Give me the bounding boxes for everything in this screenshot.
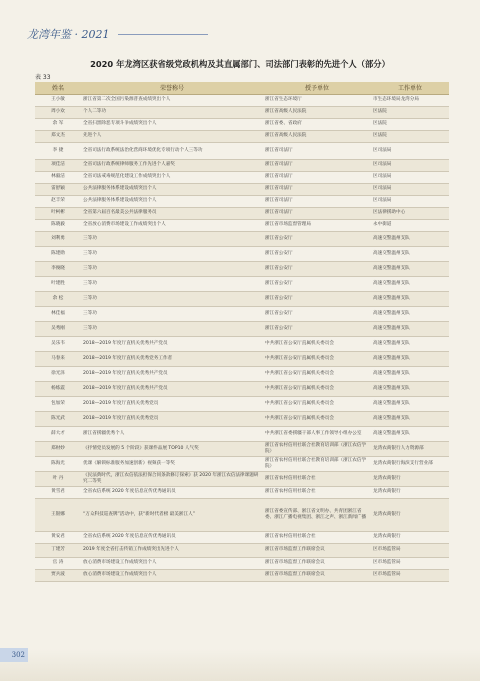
table-body [35, 94, 449, 581]
cell-honor: 放心消费市场建设工作成绩突出个人 [81, 569, 263, 581]
cell-workplace: 区法院 [371, 130, 449, 142]
cell-name: 刘利勇 [35, 231, 81, 246]
table-number: 表 33 [35, 74, 51, 81]
cell-name: 林佳福 [35, 306, 81, 321]
table-row [35, 246, 449, 261]
cell-name: 陈光武 [35, 411, 81, 426]
cell-name: 周小欢 [35, 106, 81, 118]
cell-workplace: 市生态环境局龙湾分局 [371, 94, 449, 106]
cell-issuer: 中共浙江省公安厅直属机关委员会 [263, 381, 371, 396]
cell-workplace: 高速交警温州支队 [371, 336, 449, 351]
cell-honor: 三等功 [81, 261, 263, 276]
column-header-issuer: 授予单位 [263, 82, 371, 94]
page-number: 302 [0, 648, 28, 662]
cell-workplace: 龙湾农商银行海滨支行营业部 [371, 456, 449, 471]
table-row [35, 411, 449, 426]
cell-honor: 三等功 [81, 276, 263, 291]
table-row [35, 471, 449, 486]
cell-issuer: 中共浙江省公安厅直属机关委员会 [263, 396, 371, 411]
cell-workplace: 高速交警温州支队 [371, 246, 449, 261]
cell-name: 黄安君 [35, 531, 81, 543]
cell-honor: 个人二等功 [81, 106, 263, 118]
cell-name: 马春来 [35, 351, 81, 366]
cell-workplace: 高速交警温州支队 [371, 381, 449, 396]
cell-workplace: 高速交警温州支队 [371, 351, 449, 366]
yearbook-header: 龙湾年鉴 · 2021 [27, 28, 110, 41]
table-row [35, 381, 449, 396]
cell-honor: 《民法典时代，浙江农信依法担保合同条款修订探索》获 2020 年浙江农信法律课题研究二等奖 [81, 471, 263, 486]
cell-workplace: 龙湾农商银行人力资源部 [371, 441, 449, 456]
cell-workplace: 永中街道 [371, 219, 449, 231]
cell-name: 吴秀刚 [35, 321, 81, 336]
table-row [35, 336, 449, 351]
cell-issuer: 浙江省农村信用社联合社教育培训部（浙江农信学院） [263, 441, 371, 456]
cell-name: 黄雪君 [35, 486, 81, 498]
cell-workplace: 区市场监管局 [371, 557, 449, 569]
cell-workplace: 高速交警温州支队 [371, 276, 449, 291]
cell-name: 徐光泽 [35, 366, 81, 381]
cell-honor: 《抒情党员发展的 5 个阶段》获课件品展 TOP10 人气奖 [81, 441, 263, 456]
cell-issuer: 浙江省农村信用社联合社 [263, 471, 371, 486]
cell-name: 余 松 [35, 291, 81, 306]
cell-name: 项佳洁 [35, 159, 81, 171]
cell-honor: 三等功 [81, 231, 263, 246]
cell-workplace: 区司法局 [371, 171, 449, 183]
cell-honor: 2018—2019 年度厅直机关优秀共产党员 [81, 336, 263, 351]
cell-issuer: 浙江省公安厅 [263, 261, 371, 276]
cell-name: 薛大才 [35, 426, 81, 441]
cell-issuer: 浙江省公安厅 [263, 246, 371, 261]
cell-workplace: 高速交警温州支队 [371, 426, 449, 441]
cell-issuer: 浙江省司法厅 [263, 142, 371, 159]
cell-issuer: 浙江省市场监督工作联席会议 [263, 569, 371, 581]
cell-name: 林毅洁 [35, 171, 81, 183]
column-header-workplace: 工作单位 [371, 82, 449, 94]
cell-issuer: 浙江省司法厅 [263, 195, 371, 207]
cell-workplace: 高速交警温州支队 [371, 306, 449, 321]
cell-honor: 全省司法行政系统法治化营商环境优化专项行动个人三等功 [81, 142, 263, 159]
cell-honor: 全省放心消费市场建设工作成绩突出个人 [81, 219, 263, 231]
cell-issuer: 浙江省司法厅 [263, 171, 371, 183]
table-row [35, 306, 449, 321]
table-row [35, 291, 449, 306]
table-row [35, 195, 449, 207]
cell-issuer: 浙江省委、省政府 [263, 118, 371, 130]
table-row [35, 543, 449, 557]
table-row [35, 207, 449, 219]
table-row [35, 498, 449, 531]
cell-honor: 全省农信系统 2020 年度信息宣传优秀通讯员 [81, 486, 263, 498]
cell-workplace: 高速交警温州支队 [371, 366, 449, 381]
cell-name: 陈建勋 [35, 246, 81, 261]
cell-workplace: 区法院 [371, 118, 449, 130]
cell-workplace: 高速交警温州支队 [371, 291, 449, 306]
cell-name: 陈晓毅 [35, 219, 81, 231]
table-title: 2020 年龙湾区获省级党政机构及其直属部门、司法部门表彰的先进个人（部分） [90, 59, 390, 69]
cell-issuer: 中共浙江省公安厅直属机关委员会 [263, 351, 371, 366]
honors-table [35, 82, 449, 582]
cell-name: 叶 丹 [35, 471, 81, 486]
cell-workplace: 区司法局 [371, 183, 449, 195]
table-row [35, 557, 449, 569]
table-row [35, 118, 449, 130]
cell-name: 王小敏 [35, 94, 81, 106]
cell-honor: 浙江省第二次全国污染源普查成绩突出个人 [81, 94, 263, 106]
table-row [35, 276, 449, 291]
cell-name: 叶柯彬 [35, 207, 81, 219]
cell-honor: 全省司法行政系统律师服务工作先进个人嘉奖 [81, 159, 263, 171]
header-rule [118, 34, 208, 35]
cell-honor: 三等功 [81, 291, 263, 306]
table-row [35, 106, 449, 118]
cell-name: 余 军 [35, 118, 81, 130]
cell-issuer: 浙江省市场监督工作联席会议 [263, 557, 371, 569]
table-row [35, 94, 449, 106]
cell-workplace: 高速交警温州支队 [371, 396, 449, 411]
cell-honor: 三等功 [81, 321, 263, 336]
table-row [35, 486, 449, 498]
cell-workplace: 区司法局 [371, 195, 449, 207]
cell-workplace: 高速交警温州支队 [371, 231, 449, 246]
cell-honor: 先进个人 [81, 130, 263, 142]
footer-band [0, 649, 480, 681]
cell-honor: 优课《解锁标准服务加速创新》视频获一等奖 [81, 456, 263, 471]
cell-honor: 公共法律服务体系建设成绩突出个人 [81, 183, 263, 195]
cell-issuer: 浙江省市场监督工作联席会议 [263, 543, 371, 557]
cell-honor: 放心消费市场建设工作成绩突出个人 [81, 557, 263, 569]
cell-honor: 全省司法戒毒规范化建设工作成绩突出个人 [81, 171, 263, 183]
table-row [35, 171, 449, 183]
cell-honor: “万众科技巡查牌”活动中，获“新时代者榜 最美浙江人” [81, 498, 263, 531]
table-row [35, 321, 449, 336]
table-row [35, 426, 449, 441]
cell-issuer: 浙江省委宣传部、浙江省文明办、共青团浙江省委、浙江广播电视集团、浙江之声、浙江新闻广播 [263, 498, 371, 531]
cell-workplace: 龙湾农商银行 [371, 531, 449, 543]
cell-name: 贾兵波 [35, 569, 81, 581]
cell-name: 包加荣 [35, 396, 81, 411]
cell-workplace: 高速交警温州支队 [371, 261, 449, 276]
column-header-name: 姓名 [35, 82, 81, 94]
cell-name: 叶建胜 [35, 276, 81, 291]
cell-issuer: 浙江省司法厅 [263, 159, 371, 171]
cell-issuer: 浙江省农村信用社联合社 [263, 531, 371, 543]
cell-workplace: 高速交警温州支队 [371, 321, 449, 336]
cell-honor: 三等功 [81, 306, 263, 321]
cell-issuer: 浙江省农村信用社联合社教育培训部（浙江农信学院） [263, 456, 371, 471]
cell-honor: 2018—2019 年度厅直机关优秀共产党员 [81, 366, 263, 381]
table-row [35, 569, 449, 581]
cell-honor: 2018—2019 年度厅直机关优秀共产党员 [81, 381, 263, 396]
cell-honor: 全省第六届百名最美公共法律服务员 [81, 207, 263, 219]
table-row [35, 159, 449, 171]
cell-workplace: 区市场监管局 [371, 569, 449, 581]
table-row [35, 441, 449, 456]
cell-issuer: 浙江省生态环境厅 [263, 94, 371, 106]
cell-name: 赵丰荣 [35, 195, 81, 207]
cell-issuer: 浙江省农村信用社联合社 [263, 486, 371, 498]
cell-issuer: 中共浙江省公安厅直属机关委员会 [263, 336, 371, 351]
cell-issuer: 浙江省高级人民法院 [263, 130, 371, 142]
cell-issuer: 中共浙江省公安厅直属机关委员会 [263, 366, 371, 381]
cell-issuer: 浙江省公安厅 [263, 306, 371, 321]
cell-workplace: 龙湾农商银行 [371, 471, 449, 486]
cell-name: 官 涛 [35, 557, 81, 569]
cell-name: 李 捷 [35, 142, 81, 159]
cell-name: 吴乐韦 [35, 336, 81, 351]
cell-workplace: 高速交警温州支队 [371, 411, 449, 426]
cell-honor: 2018—2019 年度厅直机关优秀党员 [81, 396, 263, 411]
cell-issuer: 中共浙江省公安厅直属机关委员会 [263, 411, 371, 426]
table-row [35, 183, 449, 195]
cell-issuer: 浙江省公安厅 [263, 321, 371, 336]
table-row [35, 456, 449, 471]
cell-workplace: 区市场监管局 [371, 543, 449, 557]
cell-workplace: 区法律援助中心 [371, 207, 449, 219]
table-row [35, 219, 449, 231]
cell-issuer: 浙江省司法厅 [263, 183, 371, 195]
cell-name: 郑文杰 [35, 130, 81, 142]
table-row [35, 261, 449, 276]
cell-name: 丁建芳 [35, 543, 81, 557]
cell-honor: 全省农信系统 2020 年度信息宣传优秀通讯员 [81, 531, 263, 543]
table-header-row [35, 82, 449, 94]
cell-issuer: 浙江省市场监督管理局 [263, 219, 371, 231]
cell-name: 陈海光 [35, 456, 81, 471]
table-row [35, 396, 449, 411]
cell-honor: 2019 年度全省打击传销工作成绩突出先进个人 [81, 543, 263, 557]
cell-name: 王银娜 [35, 498, 81, 531]
cell-issuer: 浙江省公安厅 [263, 231, 371, 246]
cell-workplace: 龙湾农商银行 [371, 486, 449, 498]
cell-name: 雷舒颖 [35, 183, 81, 195]
cell-issuer: 浙江省高级人民法院 [263, 106, 371, 118]
table-row [35, 531, 449, 543]
cell-honor: 三等功 [81, 246, 263, 261]
cell-honor: 公共法律服务体系建设成绩突出个人 [81, 195, 263, 207]
cell-honor: 全省扫黑除恶专项斗争成绩突出个人 [81, 118, 263, 130]
table-row [35, 351, 449, 366]
table-row [35, 231, 449, 246]
cell-workplace: 龙湾农商银行 [371, 498, 449, 531]
table-row [35, 142, 449, 159]
table-row [35, 130, 449, 142]
cell-issuer: 中共浙江省委援疆干部人事工作领导小组办公室 [263, 426, 371, 441]
cell-workplace: 区司法局 [371, 159, 449, 171]
cell-workplace: 区法院 [371, 106, 449, 118]
cell-issuer: 浙江省公安厅 [263, 276, 371, 291]
cell-honor: 2018—2019 年度厅直机关优秀党务工作者 [81, 351, 263, 366]
cell-honor: 2018—2019 年度厅直机关优秀党员 [81, 411, 263, 426]
cell-issuer: 浙江省司法厅 [263, 207, 371, 219]
cell-workplace: 区司法局 [371, 142, 449, 159]
cell-name: 李俊晓 [35, 261, 81, 276]
table-row [35, 366, 449, 381]
cell-name: 杨练震 [35, 381, 81, 396]
cell-honor: 浙江省援疆优秀个人 [81, 426, 263, 441]
cell-issuer: 浙江省公安厅 [263, 291, 371, 306]
cell-name: 郑财妙 [35, 441, 81, 456]
column-header-honor: 荣誉称号 [81, 82, 263, 94]
